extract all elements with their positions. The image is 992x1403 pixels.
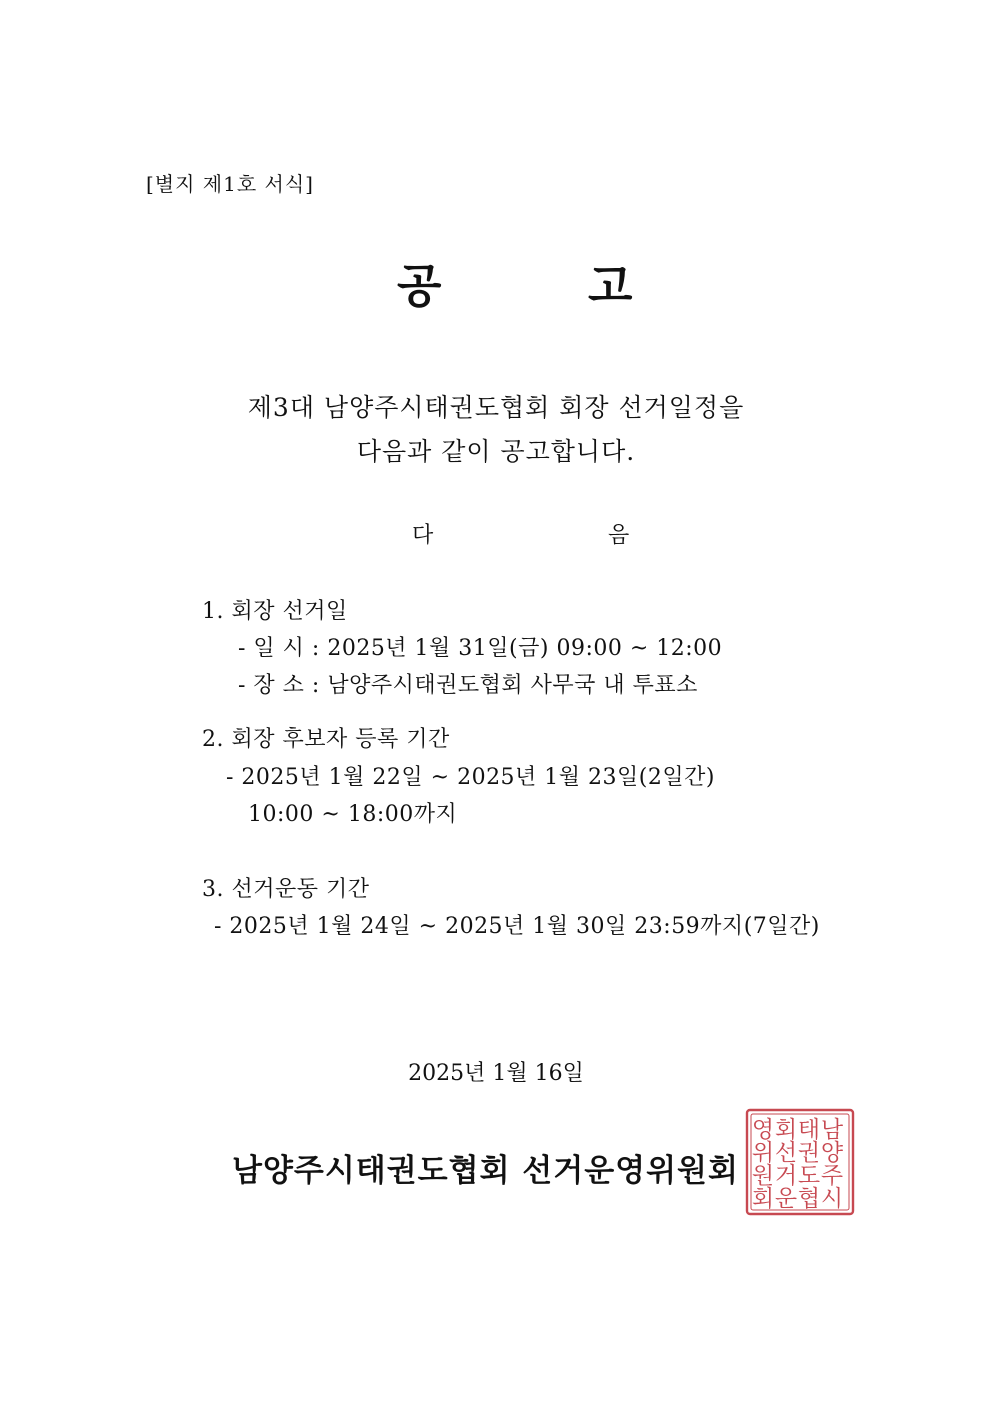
official-seal-stamp: [744, 1107, 856, 1217]
seal-char: 태: [797, 1117, 821, 1143]
seal-char: 회: [751, 1186, 775, 1212]
section-2-heading: 2. 회장 후보자 등록 기간: [202, 727, 450, 752]
title-char-1: 공: [397, 259, 442, 313]
seal-char: 주: [820, 1163, 844, 1189]
organization-name: 남양주시태권도협회 선거운영위원회: [232, 1153, 739, 1189]
title-char-2: 고: [588, 259, 633, 313]
seal-char: 협: [797, 1186, 821, 1212]
seal-char: 양: [820, 1140, 844, 1166]
details-heading-char-2: 음: [608, 523, 630, 548]
section-1-heading: 1. 회장 선거일: [202, 599, 348, 624]
seal-char: 위: [751, 1140, 775, 1166]
section-3-heading: 3. 선거운동 기간: [202, 877, 370, 902]
seal-char: 권: [797, 1140, 821, 1166]
section-1-line-1: - 일 시 : 2025년 1월 31일(금) 09:00 ~ 12:00: [238, 636, 723, 661]
form-label: [별지 제1호 서식]: [146, 172, 314, 196]
announcement-date: 2025년 1월 16일: [408, 1061, 584, 1086]
seal-char: 시: [820, 1186, 844, 1212]
seal-char: 거: [774, 1163, 798, 1189]
section-2-line-1: - 2025년 1월 22일 ~ 2025년 1월 23일(2일간): [226, 765, 715, 790]
intro-line-2: 다음과 같이 공고합니다.: [356, 437, 636, 466]
seal-char: 도: [797, 1163, 821, 1189]
section-2-line-2: 10:00 ~ 18:00까지: [248, 802, 458, 827]
seal-char: 운: [774, 1186, 798, 1212]
section-1-line-2: - 장 소 : 남양주시태권도협회 사무국 내 투표소: [238, 673, 698, 698]
seal-char: 회: [774, 1117, 798, 1143]
seal-char: 남: [820, 1117, 844, 1143]
details-heading-char-1: 다: [412, 523, 434, 548]
seal-char: 영: [751, 1117, 775, 1143]
section-3-line-1: - 2025년 1월 24일 ~ 2025년 1월 30일 23:59까지(7일간): [214, 914, 820, 939]
intro-line-1: 제3대 남양주시태권도협회 회장 선거일정을: [247, 393, 745, 422]
seal-char: 선: [774, 1140, 798, 1166]
seal-char: 원: [751, 1163, 775, 1189]
